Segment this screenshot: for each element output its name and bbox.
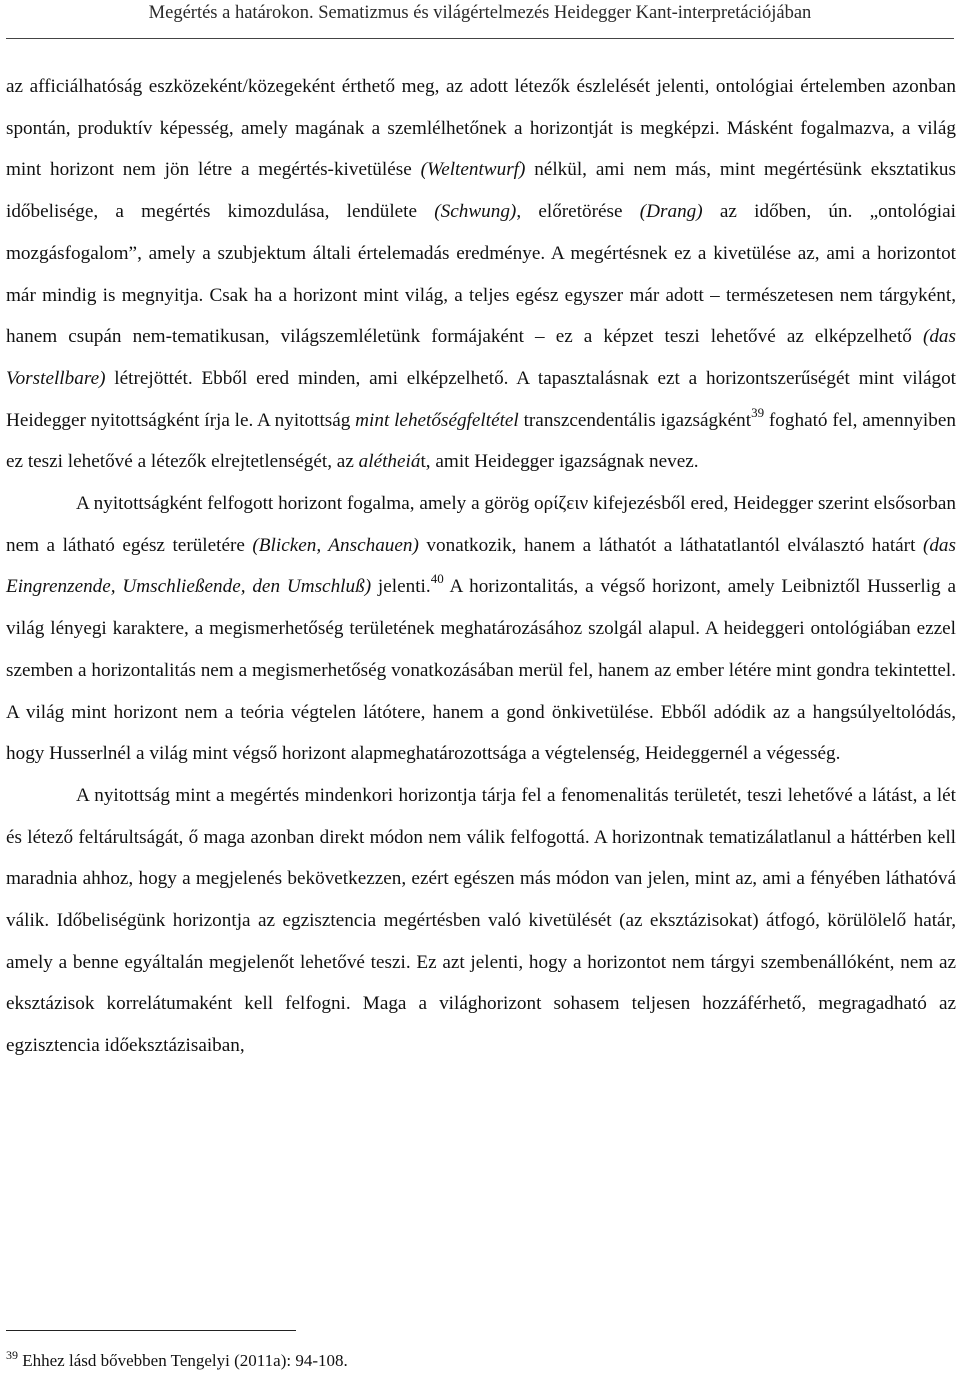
footnote-reference: 39 bbox=[751, 404, 765, 420]
italic-phrase: (Schwung) bbox=[434, 201, 517, 223]
italic-phrase: (Weltentwurf) bbox=[420, 159, 526, 181]
text-run: létrejöttét. Ebből ered minden, ami elképzelhető. A tapasztalásnak ezt a horizontszerűségét mint világot Heidegger nyitottságként írja le. A nyitottság bbox=[6, 367, 956, 431]
footnote-number: 39 bbox=[6, 1348, 18, 1362]
italic-phrase: (das Vorstellbare) bbox=[6, 326, 956, 389]
text-run: nélkül, ami nem más, mint megértésünk eksztatikus időbelisége, a megértés kimozdulása, lendülete bbox=[6, 159, 956, 223]
text-run: A nyitottság mint a megértés mindenkori horizontja tárja fel a fenomenalitás területét, teszi lehetővé a látást, a lét és létező feltárultságát, ő maga azonban direkt módon nem válik felfogottá. A horizontnak tematizálatlanul a háttérben kell maradnia ahhoz, hogy a megjelenés bekövetkezzen, ezért egészen más módon van jelen, mint az, ami a fényében láthatóvá válik. Időbeliségünk horizontja az egzisztencia megértésben való kivetülését (az eksztázisokat) átfogó, körülölelő határ, amely a benne egyáltalán megjelenőt lehetővé teszi. Ez azt jelenti, hogy a horizontot nem tárgyi szembenállóként, nem az eksztázisok korrelátumaként kell felfogni. Maga a világhorizont sohasem teljesen hozzáférhető, megragadható az egzisztencia időeksztázisaiban, bbox=[6, 784, 956, 1057]
text-run: transzcendentális igazságként bbox=[518, 409, 752, 431]
text-run: t, amit Heidegger igazságnak nevez. bbox=[420, 451, 699, 473]
italic-phrase: mint lehetőségfeltétel bbox=[355, 409, 519, 431]
footnote-reference: 40 bbox=[430, 571, 444, 587]
text-run: fogható fel, amennyiben ez teszi lehetővé a létezők elrejtetlenségét, az bbox=[6, 409, 956, 473]
text-run: , előretörése bbox=[516, 201, 640, 223]
paragraph-2 bbox=[6, 483, 956, 775]
header-divider bbox=[6, 38, 954, 39]
footnote-text: Ehhez lásd bővebben Tengelyi (2011a): 94-108. bbox=[22, 1351, 348, 1370]
text-run: jelenti. bbox=[371, 576, 431, 598]
body-text bbox=[6, 66, 956, 1067]
footnote-divider bbox=[6, 1330, 296, 1331]
italic-phrase: alétheiá bbox=[358, 451, 421, 473]
paragraph-3 bbox=[6, 775, 956, 1067]
italic-phrase: (Drang) bbox=[639, 201, 703, 223]
text-run: A horizontalitás, a végső horizont, amely Leibniztől Husserlig a világ lényegi karaktere, a megismerhetőség területének meghatározásához szolgál alapul. A heideggeri ontológiában ezzel szemben a horizontalitás nem a megismerhetőség vonatkozásában merül fel, hanem az ember létére mint gondra tekintettel. A világ mint horizont nem a teória végtelen látótere, hanem a gond önkivetülése. Ebből adódik az a hangsúlyeltolódás, hogy Husserlnél a világ mint végső horizont alapmeghatározottsága a végtelenség, Heideggernél a végesség. bbox=[6, 576, 957, 765]
running-header: Megértés a határokon. Sematizmus és világértelmezés Heidegger Kant-interpretációjában bbox=[148, 3, 812, 23]
italic-phrase: (das Eingrenzende, Umschließende, den Umschluß) bbox=[6, 534, 956, 598]
footnote-39 bbox=[6, 1350, 348, 1372]
paragraph-1 bbox=[6, 66, 956, 483]
text-run: vonatkozik, hanem a láthatót a láthatatlantól elválasztó határt bbox=[418, 534, 923, 556]
text-run: A nyitottságként felfogott horizont fogalma, amely a görög ορίζειν kifejezésből ered, Heidegger szerint elsősorban nem a látható egész területére bbox=[6, 493, 956, 556]
italic-phrase: (Blicken, Anschauen) bbox=[252, 534, 419, 556]
text-run: az időben, ún. „ontológiai mozgásfogalom”, amely a szubjektum általi értelemadás eredménye. A megértésnek ez a kivetülése az, ami a horizontot már mindig is megnyitja. Csak ha a horizont mint világ, a teljes egész egyszer már adott – természetesen nem tárgyként, hanem csupán nem-tematikusan, világszemléletünk formájaként – ez a képzet teszi lehetővé az elképzelhető bbox=[6, 201, 956, 348]
text-run: az afficiálhatóság eszközeként/közegeként érthető meg, az adott létezők észlelését jelenti, ontológiai értelemben azonban spontán, produktív képesség, amely magának a szemlélhetőnek a horizontját is megképzi. Másként fogalmazva, a világ mint horizont nem jön létre a megértés-kivetülése bbox=[6, 76, 956, 181]
